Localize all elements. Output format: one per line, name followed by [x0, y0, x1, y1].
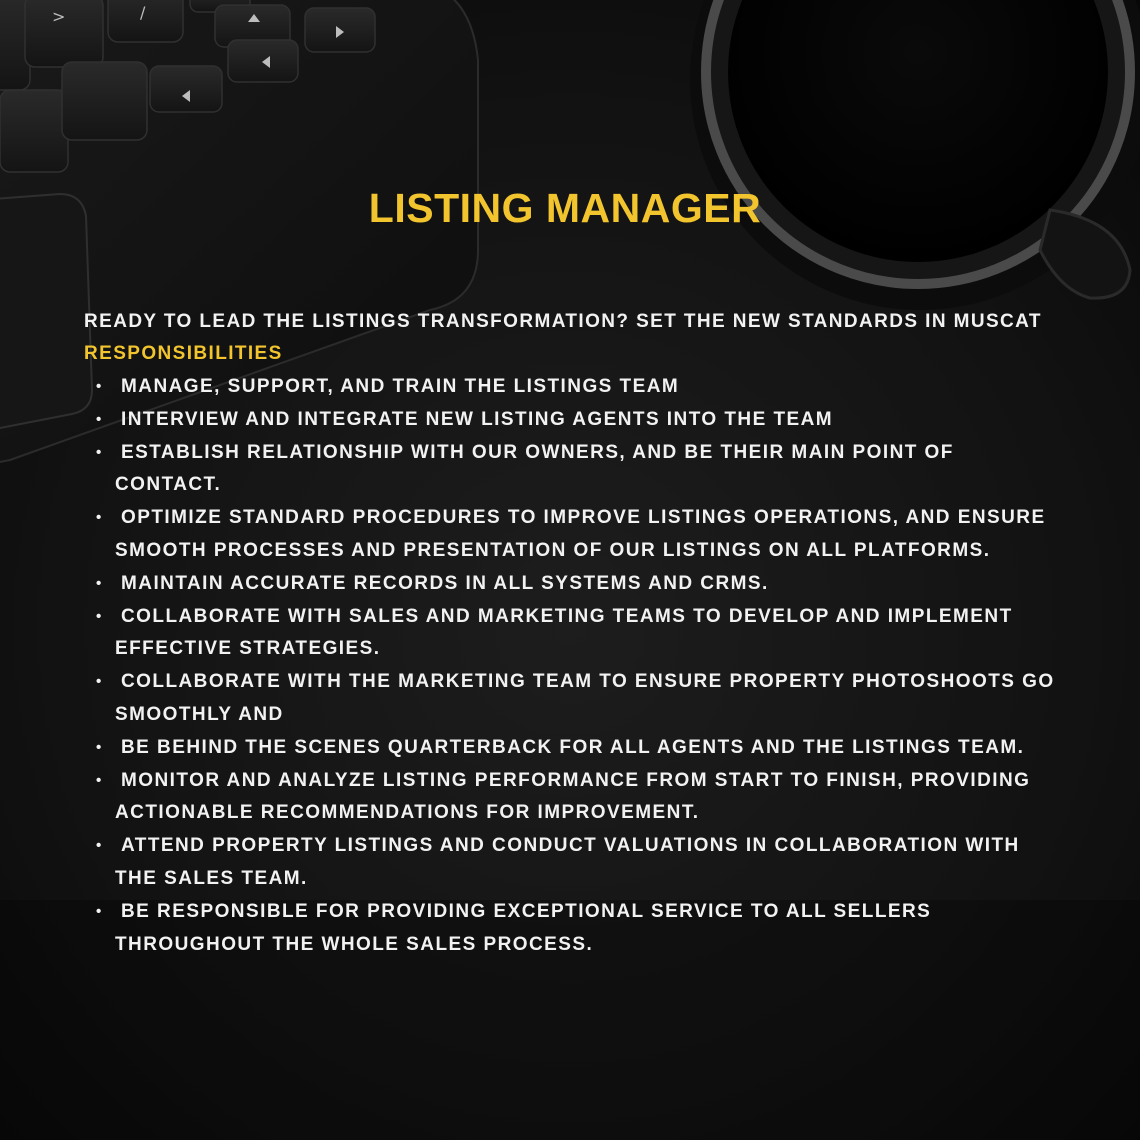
- list-item-text: COLLABORATE WITH SALES AND MARKETING TEAMS TO DEVELOP AND IMPLEMENT EFFECTIVE STRATEGIES.: [115, 605, 1013, 660]
- list-item-text: ESTABLISH RELATIONSHIP WITH OUR OWNERS, AND BE THEIR MAIN POINT OF CONTACT.: [115, 441, 954, 496]
- bullet-icon: •: [96, 771, 103, 789]
- bullet-icon: •: [96, 378, 103, 395]
- list-item-text: MAINTAIN ACCURATE RECORDS IN ALL SYSTEMS AND CRMS.: [121, 572, 769, 594]
- svg-text:/: /: [140, 3, 146, 22]
- list-item-text: BE RESPONSIBLE FOR PROVIDING EXCEPTIONAL SERVICE TO ALL SELLERS THROUGHOUT THE WHOLE SALES PROCESS.: [115, 900, 932, 955]
- svg-text:>: >: [52, 7, 66, 26]
- list-item-text: OPTIMIZE STANDARD PROCEDURES TO IMPROVE LISTINGS OPERATIONS, AND ENSURE SMOOTH PROCESSES AND PRESENTATION OF OUR LISTINGS ON ALL PLATFORMS.: [115, 507, 1046, 561]
- intro-text: READY TO LEAD THE LISTINGS TRANSFORMATION? SET THE NEW STANDARDS IN MUSCAT: [84, 311, 1042, 332]
- bullet-icon: •: [96, 673, 103, 691]
- bullet-icon: •: [96, 902, 103, 920]
- responsibilities-list: [84, 371, 1064, 961]
- list-item: [84, 404, 1064, 437]
- list-item-text: COLLABORATE WITH THE MARKETING TEAM TO ENSURE PROPERTY PHOTOSHOOTS GO SMOOTHLY AND: [115, 671, 1055, 725]
- list-item: [84, 502, 1064, 568]
- page-title: LISTING MANAGER: [368, 185, 762, 231]
- list-item-text: MANAGE, SUPPORT, AND TRAIN THE LISTINGS TEAM: [121, 376, 680, 397]
- list-item: [84, 896, 1064, 962]
- list-item: [84, 601, 1064, 667]
- list-item: [84, 765, 1064, 831]
- bullet-icon: •: [96, 607, 103, 625]
- list-item: [84, 732, 1064, 765]
- section-heading-responsibilities: RESPONSIBILITIES: [84, 343, 283, 364]
- list-item-text: INTERVIEW AND INTEGRATE NEW LISTING AGENTS INTO THE TEAM: [121, 408, 834, 430]
- list-item: [84, 830, 1064, 896]
- list-item-text: BE BEHIND THE SCENES QUARTERBACK FOR ALL AGENTS AND THE LISTINGS TEAM.: [121, 736, 1025, 758]
- list-item: [84, 666, 1064, 732]
- list-item-text: MONITOR AND ANALYZE LISTING PERFORMANCE FROM START TO FINISH, PROVIDING ACTIONABLE RECOMMENDATIONS FOR IMPROVEMENT.: [115, 769, 1031, 824]
- list-item: [84, 437, 1064, 503]
- list-item-text: ATTEND PROPERTY LISTINGS AND CONDUCT VALUATIONS IN COLLABORATION WITH THE SALES TEAM.: [115, 835, 1020, 889]
- bullet-icon: •: [96, 410, 103, 428]
- bullet-icon: •: [96, 837, 103, 855]
- bullet-icon: •: [96, 443, 103, 461]
- bullet-icon: •: [96, 509, 103, 527]
- list-item: [84, 568, 1064, 601]
- bullet-icon: •: [96, 574, 103, 592]
- list-item: [84, 371, 1064, 404]
- bullet-icon: •: [96, 738, 103, 756]
